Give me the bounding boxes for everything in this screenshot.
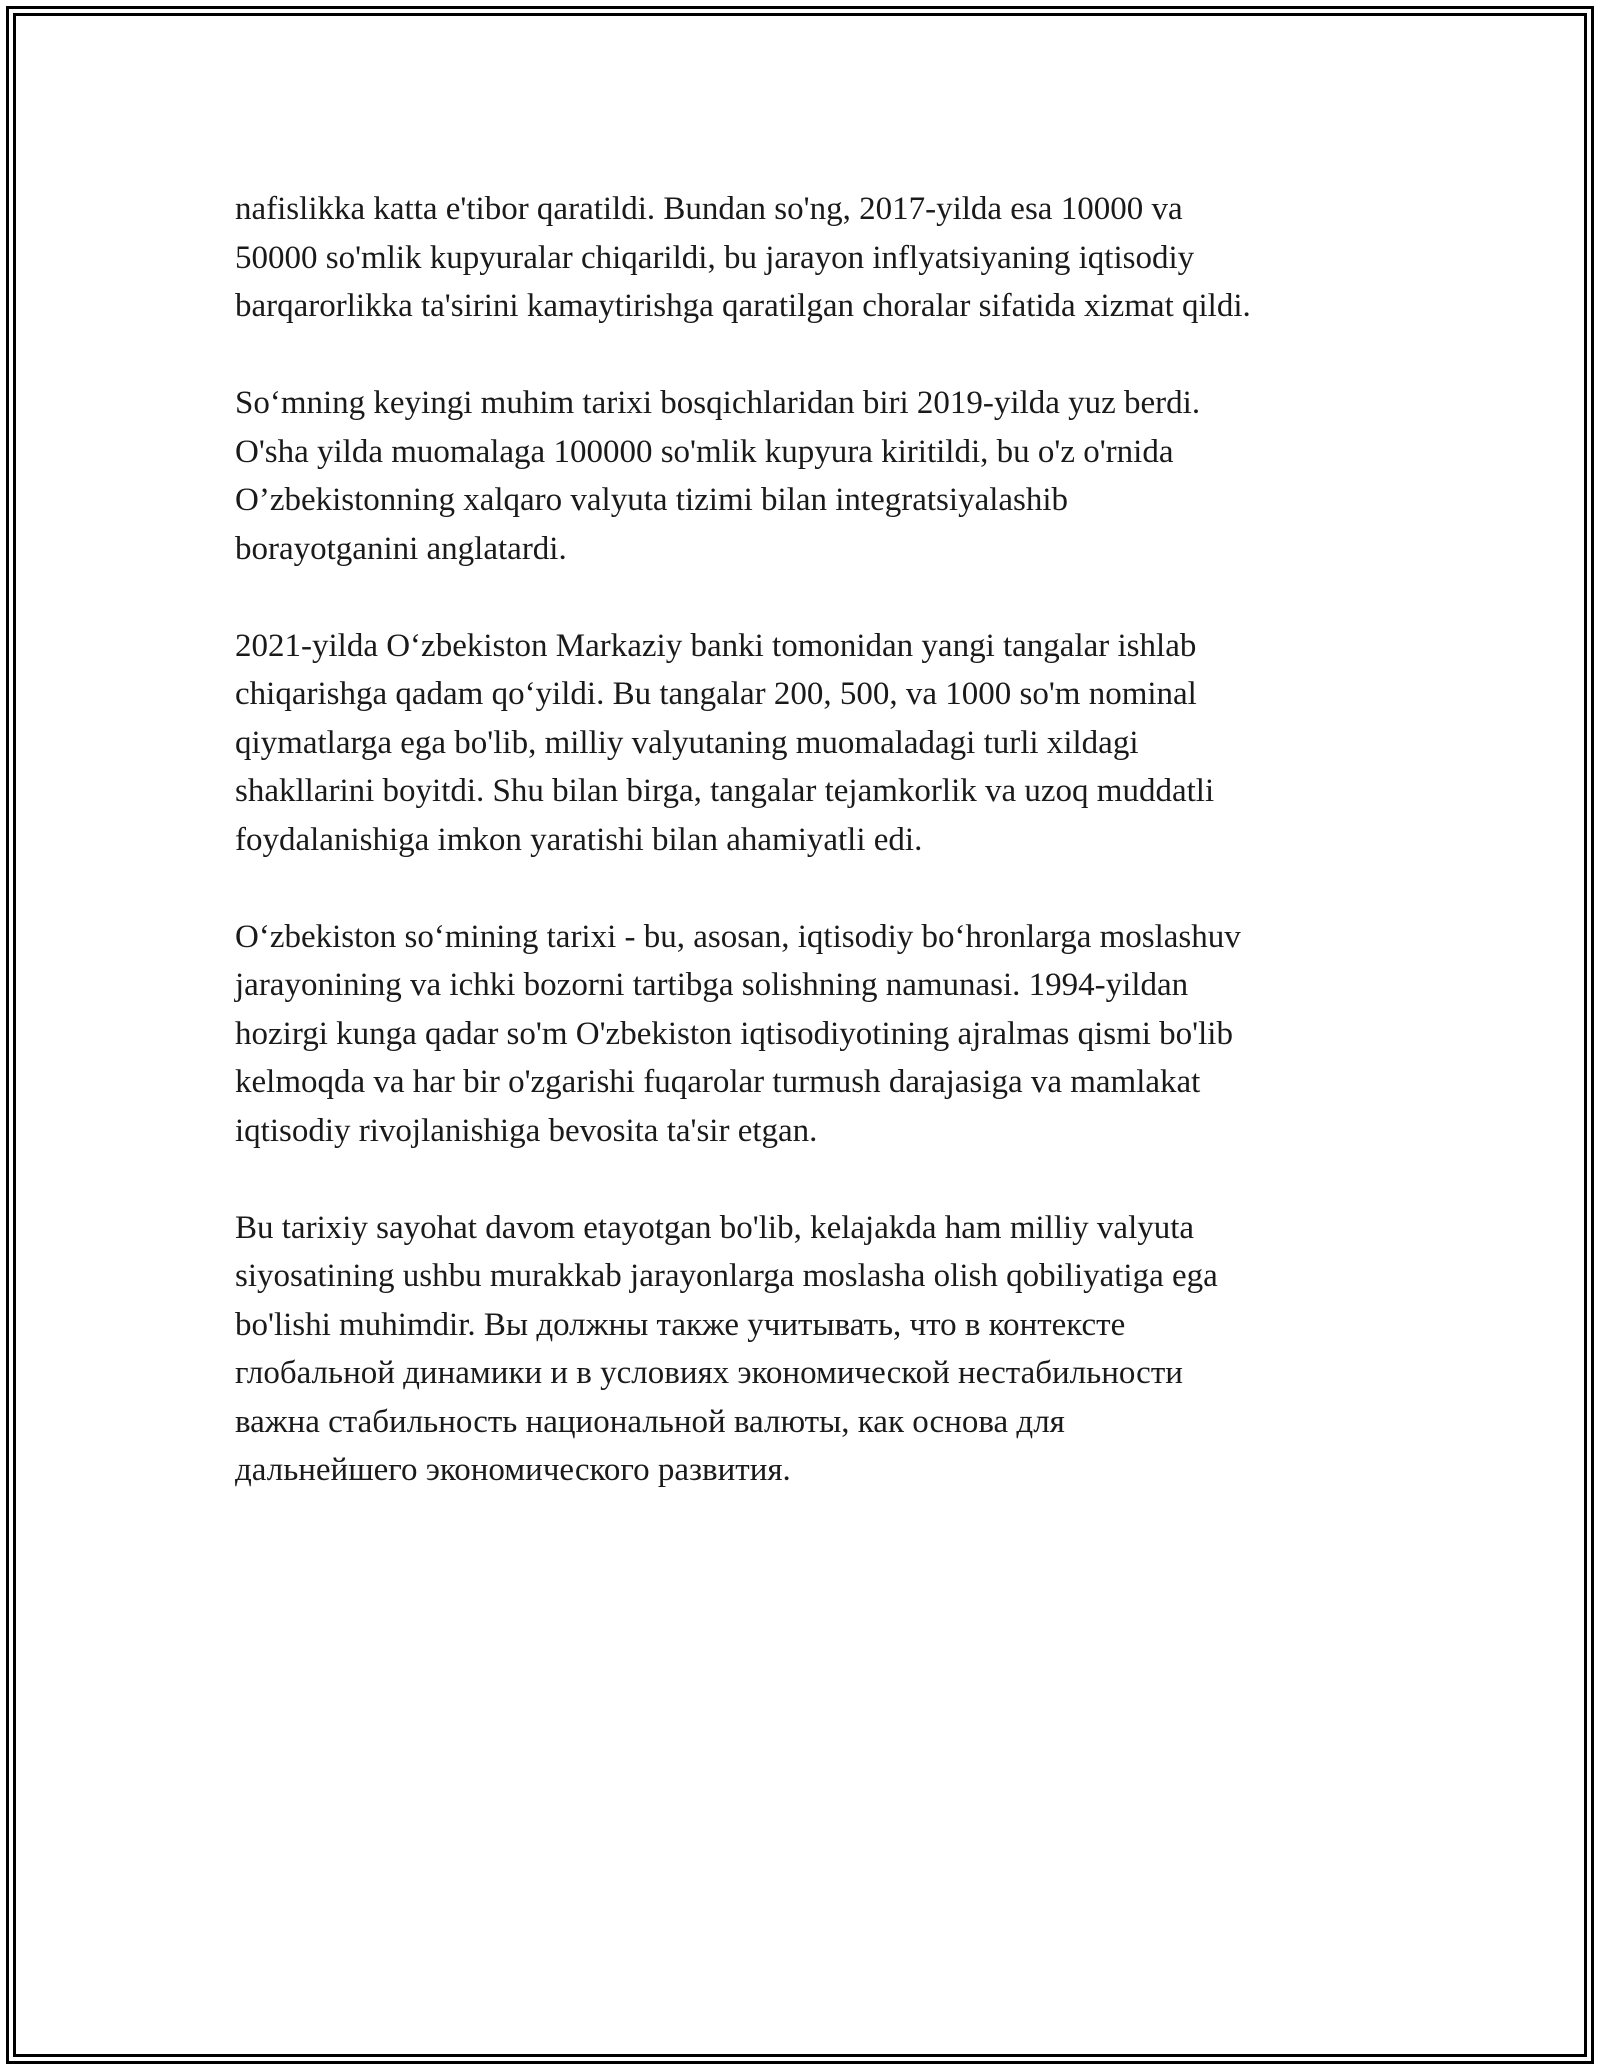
text-line: важна стабильность национальной валюты, как основа для [235,1403,1065,1440]
text-line: hozirgi kunga qadar so'm O'zbekiston iqtisodiyotining ajralmas qismi bo'lib [235,1015,1233,1052]
text-line: O’zbekistonning xalqaro valyuta tizimi bilan integratsiyalashib [235,482,1069,518]
text-line: iqtisodiy rivojlanishiga bevosita ta'sir etgan. [235,1112,818,1149]
text-line: O'sha yilda muomalaga 100000 so'mlik kupyura kiritildi, bu o'z o'rnida [235,433,1174,470]
text-line: foydalanishiga imkon yaratishi bilan ahamiyatli edi. [235,821,923,858]
paragraph-5 [235,1204,1385,1495]
text-line: kelmoqda va har bir o'zgarishi fuqarolar turmush darajasiga va mamlakat [235,1064,1201,1100]
text-line: shakllarini boyitdi. Shu bilan birga, tangalar tejamkorlik va uzoq muddatli [235,773,1215,809]
text-line: дальнейшего экономического развития. [235,1452,791,1488]
text-line: bo'lishi muhimdir. Вы должны также учитывать, что в контексте [235,1306,1126,1343]
text-line: Bu tarixiy sayohat davom etayotgan bo'lib, kelajakda ham milliy valyuta [235,1209,1195,1246]
paragraph-4 [235,913,1385,1156]
text-line: barqarorlikka ta'sirini kamaytirishga qaratilgan choralar sifatida xizmat qildi. [235,288,1251,324]
paragraph-3 [235,622,1385,865]
paragraph-1 [235,185,1385,331]
text-line: siyosatining ushbu murakkab jarayonlarga moslasha olish qobiliyatiga ega [235,1258,1218,1294]
text-line: 50000 so'mlik kupyuralar chiqarildi, bu jarayon inflyatsiyaning iqtisodiy [235,239,1195,276]
text-line: So‘mning keyingi muhim tarixi bosqichlaridan biri 2019-yilda yuz berdi. [235,385,1201,421]
text-line: borayotganini anglatardi. [235,530,567,567]
text-line: O‘zbekiston so‘mining tarixi - bu, asosan, iqtisodiy bo‘hronlarga moslashuv [235,918,1241,955]
text-line: chiqarishga qadam qo‘yildi. Bu tangalar 200, 500, va 1000 so'm nominal [235,676,1197,712]
text-line: nafislikka katta e'tibor qaratildi. Bundan so'ng, 2017-yilda esa 10000 va [235,191,1183,227]
text-line: jarayonining va ichki bozorni tartibga solishning namunasi. 1994-yildan [235,967,1189,1003]
text-line: qiymatlarga ega bo'lib, milliy valyutaning muomaladagi turli xildagi [235,724,1139,761]
text-line: глобальной динамики и в условиях экономической нестабильности [235,1355,1183,1391]
text-line: 2021-yilda O‘zbekiston Markaziy banki tomonidan yangi tangalar ishlab [235,627,1197,664]
paragraph-2 [235,379,1385,573]
document-body [235,185,1385,1543]
